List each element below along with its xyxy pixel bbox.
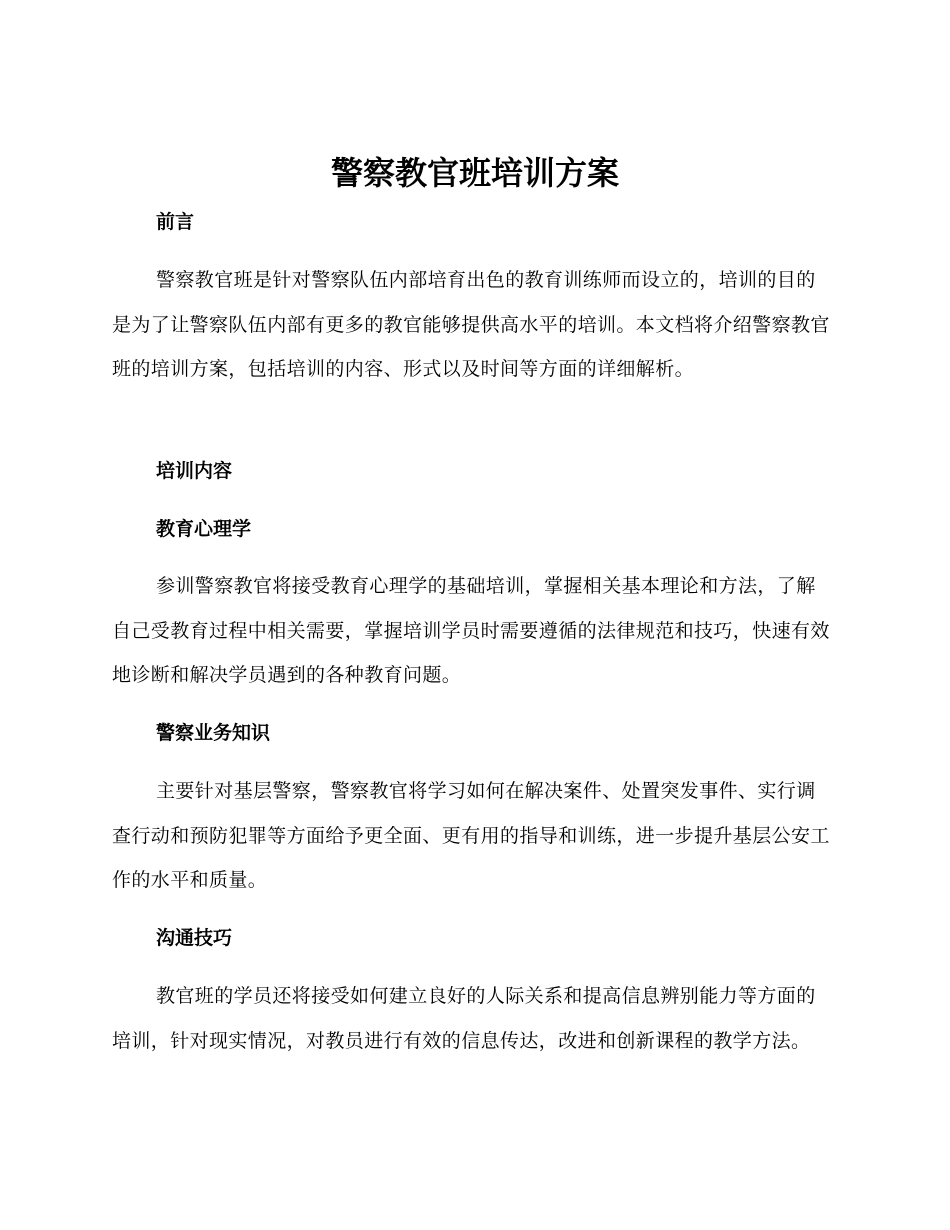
section-paragraph-educational-psychology: 参训警察教官将接受教育心理学的基础培训，掌握相关基本理论和方法，了解自己受教育过程中相关需要，掌握培训学员时需要遵循的法律规范和技巧，快速有效地诊断和解决学员遇到的各种教育问题。 (112, 575, 830, 686)
section-heading-police-business: 警察业务知识 (156, 722, 271, 744)
section-heading-training-content: 培训内容 (156, 460, 233, 482)
section-paragraph-preface: 警察教官班是针对警察队伍内部培育出色的教育训练师而设立的，培训的目的是为了让警察队伍内部有更多的教官能够提供高水平的培训。本文档将介绍警察教官班的培训方案，包括培训的内容、形式以及时间等方面的详细解析。 (112, 269, 830, 380)
section-heading-educational-psychology: 教育心理学 (156, 518, 252, 540)
section-paragraph-police-business: 主要针对基层警察，警察教官将学习如何在解决案件、处置突发事件、实行调查行动和预防犯罪等方面给予更全面、更有用的指导和训练，进一步提升基层公安工作的水平和质量。 (112, 780, 830, 891)
section-heading-communication-skills: 沟通技巧 (156, 927, 233, 949)
section-heading-preface: 前言 (156, 211, 195, 233)
document-title: 警察教官班培训方案 (330, 154, 619, 192)
section-paragraph-communication-skills: 教官班的学员还将接受如何建立良好的人际关系和提高信息辨别能力等方面的培训，针对现实情况，对教员进行有效的信息传达，改进和创新课程的教学方法。 (112, 985, 816, 1052)
